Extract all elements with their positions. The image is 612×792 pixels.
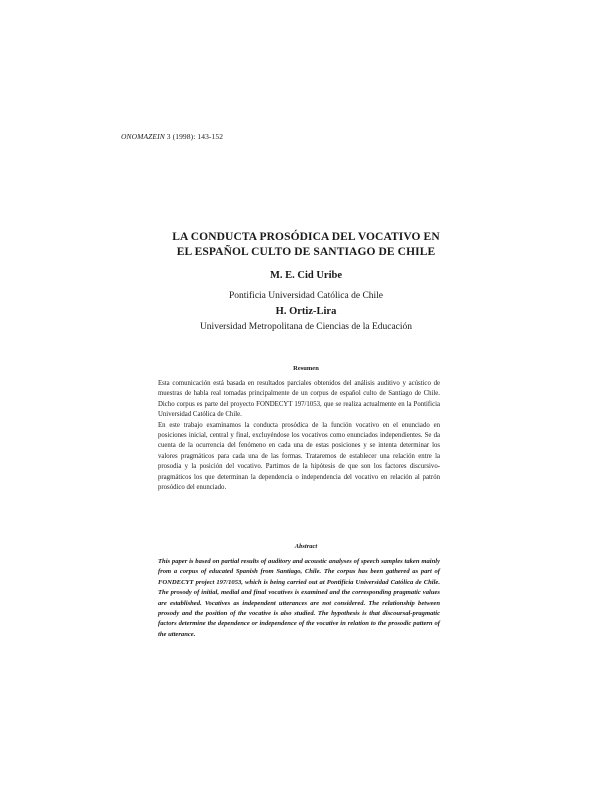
author-2-name: H. Ortiz-Lira xyxy=(275,306,337,317)
abstract-heading: Abstract xyxy=(294,543,318,550)
author-1-affiliation: Pontificia Universidad Católica de Chile xyxy=(228,291,384,301)
journal-name: ONOMAZEIN xyxy=(121,132,165,141)
abstract-body xyxy=(158,557,440,640)
title-line-2: EL ESPAÑOL CULTO DE SANTIAGO DE CHILE xyxy=(176,246,436,258)
citation-details: 3 (1998): 143-152 xyxy=(164,132,224,141)
resumen-paragraph-1: Esta comunicación está basada en resultados parciales obtenidos del análisis auditivo y acústico de muestras de habla real tomadas principalmente de un corpus de español culto de Santiago de Chile. Dicho corpus es parte del proyecto FONDECYT 197/1053, que se realiza actualmente en la Pontificia Universidad Católica de Chile. xyxy=(158,380,440,419)
resumen-heading: Resumen xyxy=(293,365,319,372)
author-2-affiliation: Universidad Metropolitana de Ciencias de la Educación xyxy=(199,322,413,332)
paper-title xyxy=(100,230,512,260)
abstract-paragraph-1: This paper is based on partial results of auditory and acoustic analyses of speech samples taken mainly from a corpus of educated Spanish from Santiago, Chile. The corpus has been gathered as part of FONDECYT project 197/1053, which is being carried out at Pontificia Universidad Católica de Chile. The prosody of initial, medial and final vocatives is examined and the corresponding pragmatic values are established. Vocatives as independent utterances are not considered. The relationship between prosody and the position of the vocative is also studied. The hypothesis is that discoursal-pragmatic factors determine the dependence or independence of the vocative in relation to the prosodic pattern of the utterance. xyxy=(158,558,440,638)
journal-citation xyxy=(121,132,223,141)
resumen-paragraph-2: En este trabajo examinamos la conducta prosódica de la función vocativo en el enunciado en posiciones inicial, central y final, excluyéndose los vocativos como enunciados independientes. Se da cuenta de la ocurrencia del fenómeno en cada una de estas posiciones y se intenta determinar los valores pragmáticos para cada una de las formas. Trataremos de establecer una relación entre la prosodia y la posición del vocativo. Partimos de la hipótesis de que son los factores discursivo-pragmáticos los que determinan la dependencia o independencia del vocativo en relación al patrón prosódico del enunciado. xyxy=(158,421,440,492)
author-1-name: M. E. Cid Uribe xyxy=(269,270,343,281)
title-line-1: LA CONDUCTA PROSÓDICA DEL VOCATIVO EN xyxy=(172,231,440,243)
resumen-body xyxy=(158,379,440,493)
